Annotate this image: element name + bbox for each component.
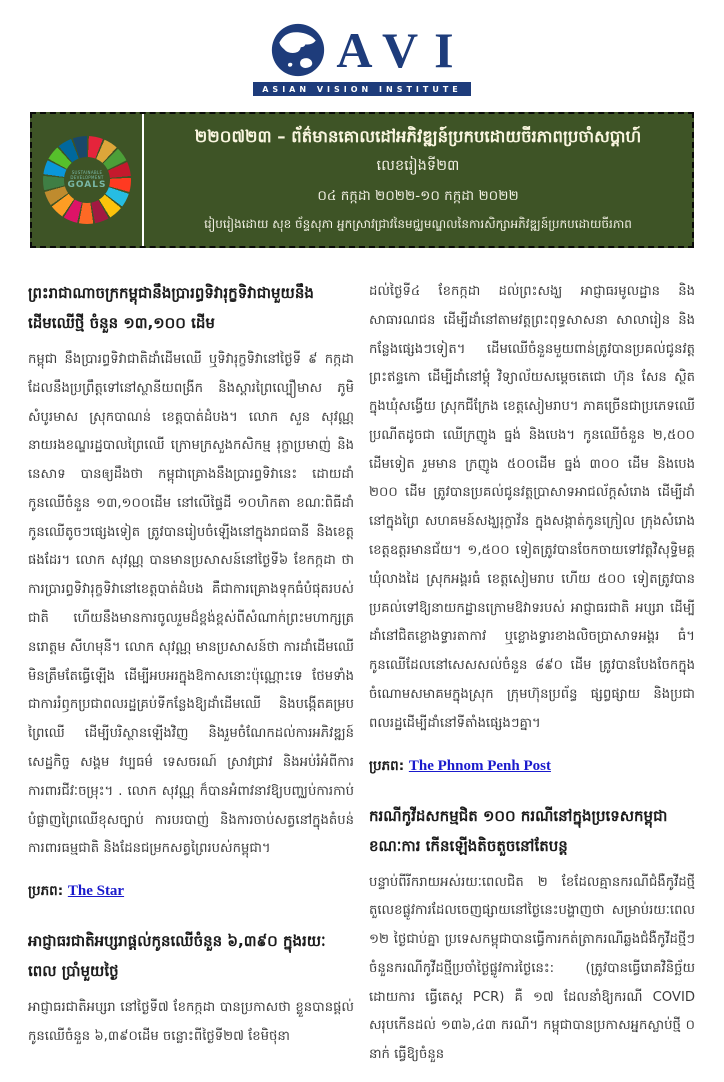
avi-logo	[253, 22, 471, 96]
source-line	[28, 882, 354, 902]
sdg-center-text-goals: GOALS	[67, 180, 107, 191]
source-label: ប្រភព:	[28, 883, 64, 900]
article-heading: ករណីកូវីដសកម្មជិត ១០០ ករណីនៅក្នុងប្រទេសកម្ពុជា ខណៈការ កើនឡើងតិចតួចនៅតែបន្ត	[369, 806, 668, 855]
sdg-center-text-small: SUSTAINABLE DEVELOPMENT	[70, 169, 104, 180]
banner-issue-number: លេខរៀងទី២៣	[376, 158, 460, 175]
banner-date-range: ០៤ កក្កដា ២០២២-១០ កក្កដា ២០២២	[317, 188, 519, 205]
sdg-wheel-center	[64, 157, 110, 203]
right-column	[369, 278, 695, 1082]
left-column	[28, 278, 354, 1082]
source-link-phnom-penh-post[interactable]: The Phnom Penh Post	[408, 757, 551, 774]
article-body: កម្ពុជា នឹងប្រារព្ធទិវាជាតិដាំដើមឈើ ឬទិវារុក្ខទិវានៅថ្ងៃទី ៩ កក្កដា ដែលនឹងប្រព្រឹត្តទៅនៅស្ថានីយពង្រីក និងស្ដារព្រៃល្បឿមាស ភូមិសំបូរមាស ស្រុកបាណន់ ខេត្តបាត់ដំបង។ លោក សួន សុវណ្ណ នាយរងខណ្ឌរដ្ឋបាលព្រៃឈើ ក្រោមក្រសួងកសិកម្ម រុក្ខាប្រមាញ់ និងនេសាទ បានឲ្យដឹងថា កម្ពុជាគ្រោងនឹងប្រារព្ធទិវានេះ ដោយដាំកូនឈើចំនួន ១៣,១០០ដើម នៅលើផ្ទៃដី ១០ហិកតា ខណៈពិធីដាំកូនឈើតូចៗផ្សេងទៀត ត្រូវបានរៀបចំឡើងនៅក្នុងរាជធានី និងខេត្តផងដែរ។ លោក សុវណ្ណ បានមានប្រសាសន៍នៅថ្ងៃទី៦ ខែកក្កដា ថា ការប្រារព្ធទិវារុក្ខទិវានៅខេត្តបាត់ដំបង គឺជាការគ្រោងទុកធំបំផុតរបស់ជាតិ ហើយនឹងមានការចូលរួមដ៏ខ្ពង់ខ្ពស់ពីសំណាក់ព្រះមហាក្សត្រ នរោត្តម សីហមុនី។ លោក សុវណ្ណ មានប្រសាសន៍ថា ការដាំដើមឈើមិនត្រឹមតែធ្វើឡើង ដើម្បីអបអរក្នុងឱកាសនោះប៉ុណ្ណោះទេ ថែមទាំងជាការរំឭកប្រជាពលរដ្ឋគ្រប់ទីកន្លែងឱ្យដាំដើមឈើ និងបង្កើតគម្របព្រៃឈើ ដើម្បីបរិស្ថានឡើងវិញ និងរួមចំណែកដល់ការអភិវឌ្ឍន៍សេដ្ឋកិច្ច សង្គម វប្បធម៌ ទេសចរណ៍ ស្រាវជ្រាវ និងអប់រំអំពីការការពារជីវៈចម្រុះ។ . លោក សុវណ្ណ ក៏បានអំពាវនាវឱ្យបញ្ឈប់ការកាប់បំផ្លាញព្រៃឈើខុសច្បាប់ ការបរបាញ់ និងការចាប់សត្វនៅក្នុងតំបន់ការពារធម្មជាតិ និងដែនជម្រកសត្វព្រៃរបស់កម្ពុជា។	[28, 352, 354, 857]
banner-logo-cell	[32, 114, 144, 246]
newsletter-banner	[30, 112, 694, 248]
source-label: ប្រភព:	[369, 757, 405, 774]
article-body: បន្ទាប់ពីរីករាយអស់រយៈពេលជិត ២ ខែដែលគ្មានករណីជំងឺកូវីដថ្មី តួលេខផ្លូវការដែលចេញផ្សាយនៅថ្ងៃនេះបង្ហាញថា សម្រាប់រយៈពេល ១២ ថ្ងៃជាប់គ្នា ប្រទេសកម្ពុជាបានធ្វើការកត់ត្រាករណីឆ្លងជំងឺកូវីដថ្មីៗ ចំនួនករណីកូវីដថ្មីប្រចាំថ្ងៃផ្លូវការថ្ងៃនេះ: (ត្រូវបានធ្វើរោគវិនិច្ឆ័យដោយការ ធ្វើតេស្ត PCR) គឺ ១៧ ដែលនាំឱ្យករណី COVID សរុបកើនដល់ ១៣៦,៤៣ ករណី។ កម្ពុជាបានប្រកាសអ្នកស្លាប់ថ្មី ០ នាក់ ធ្វើឱ្យចំនួន	[369, 874, 695, 1063]
header	[0, 22, 724, 96]
article-body: ដល់ថ្ងៃទី៤ ខែកក្កដា ដល់ព្រះសង្ឃ អាជ្ញាធរមូលដ្ឋាន និងសាធារណជន ដើម្បីដាំនៅតាមវត្តព្រះពុទ្ធសាសនា សាលារៀន និងកន្លែងផ្សេងៗទៀត។ ដើមឈើចំនួនមួយពាន់ត្រូវបានប្រគល់ជូនវត្តព្រះឥន្ទកោ ដើម្បីដាំនៅម្ដុំ វិទ្យាល័យសម្ដេចតេជោ ហ៊ុន សែន ស្ថិតក្នុងឃុំសង្វើយ ស្រុកជីក្រែង ខេត្តសៀមរាប។ ភាគច្រើនជាប្រភេទឈើប្រណីតដូចជា ឈើក្រញូង ធ្នង់ និងបេង។ កូនឈើចំនួន ២,៥០០ ដើមទៀត រួមមាន ក្រញូង ៥០០ដើម ធ្នង់ ៣០០ ដើម និងបេង ២០០ ដើម ត្រូវបានប្រគល់ជូនវត្តប្រាសាទអាជល័ក្តសំរោង ដើម្បីដាំនៅក្នុងព្រៃ សហគមន៍សង្ឃរុក្ខាវ័ន ក្នុងសង្កាត់កូនក្រៀល ក្រុងសំរោង ខេត្តឧត្តរមានជ័យ។ ១,៥០០ ទៀតត្រូវបានចែកចាយទៅវត្តវិសុទ្ធិមគ្គ ឃុំលាងដៃ ស្រុកអង្គរធំ ខេត្តសៀមរាប ហើយ ៥០០ ទៀតត្រូវបានប្រគល់ទៅឱ្យនាយកដ្ឋានក្រោមឱវាទរបស់ អាជ្ញាធរជាតិ អប្សរា ដើម្បីដាំនៅជិតខ្លោងទ្វារតាកាវ ឬខ្លោងទ្វារខាងលិចប្រាសាទអង្គរ ធំ។ កូនឈើដែលនៅសេសសល់ចំនួន ៨៩០ ដើម ត្រូវបានបែងចែកក្នុងចំណោមសមាគមក្នុងស្រុក ក្រុមហ៊ុនប្រព័ន្ធ ផ្សព្វផ្សាយ និងប្រជាពលរដ្ឋដើម្បីដាំនៅទីតាំងផ្សេងៗគ្នា។	[369, 284, 695, 731]
source-line	[369, 757, 695, 777]
banner-title: ២២០៧២៣ – ព័ត៌មានគោលដៅអភិវឌ្ឍន៍ប្រកបដោយចីរភាពប្រចាំសប្ដាហ៍	[194, 126, 642, 146]
banner-text-cell	[144, 114, 692, 246]
globe-icon	[270, 22, 326, 78]
banner-byline: រៀបរៀងដោយ សុខ ច័ន្ទសុភា អ្នកស្រាវជ្រាវនៃមជ្ឈមណ្ឌលនៃការសិក្សាអភិវឌ្ឍន៍ប្រកបដោយចីរភាព	[204, 217, 632, 232]
sdg-wheel-icon	[43, 136, 131, 224]
avi-tagline: ASIAN VISION INSTITUTE	[253, 82, 471, 96]
article-body: អាជ្ញាធរជាតិអប្សរា នៅថ្ងៃទី៧ ខែកក្កដា បានប្រកាសថា ខ្លួនបានផ្ដល់កូនឈើចំនួន ៦,៣៩០ដើម ចន្លោះពីថ្ងៃទី២៧ ខែមិថុនា	[28, 1000, 354, 1044]
avi-wordmark: AVI	[336, 22, 470, 78]
source-link-the-star[interactable]: The Star	[67, 883, 125, 900]
article-columns	[28, 278, 696, 1082]
article-heading: អាជ្ញាធរជាតិអប្សរាផ្ដល់កូនឈើចំនួន ៦,៣៩០ ក្នុងរយៈពេល ប្រាំមួយថ្ងៃ	[28, 932, 326, 981]
article-heading: ព្រះរាជាណាចក្រកម្ពុជានឹងប្រារព្ធទិវារុក្ខទិវាជាមួយនឹងដើមឈើថ្មី ចំនួន ១៣,១០០ ដើម	[28, 284, 314, 332]
